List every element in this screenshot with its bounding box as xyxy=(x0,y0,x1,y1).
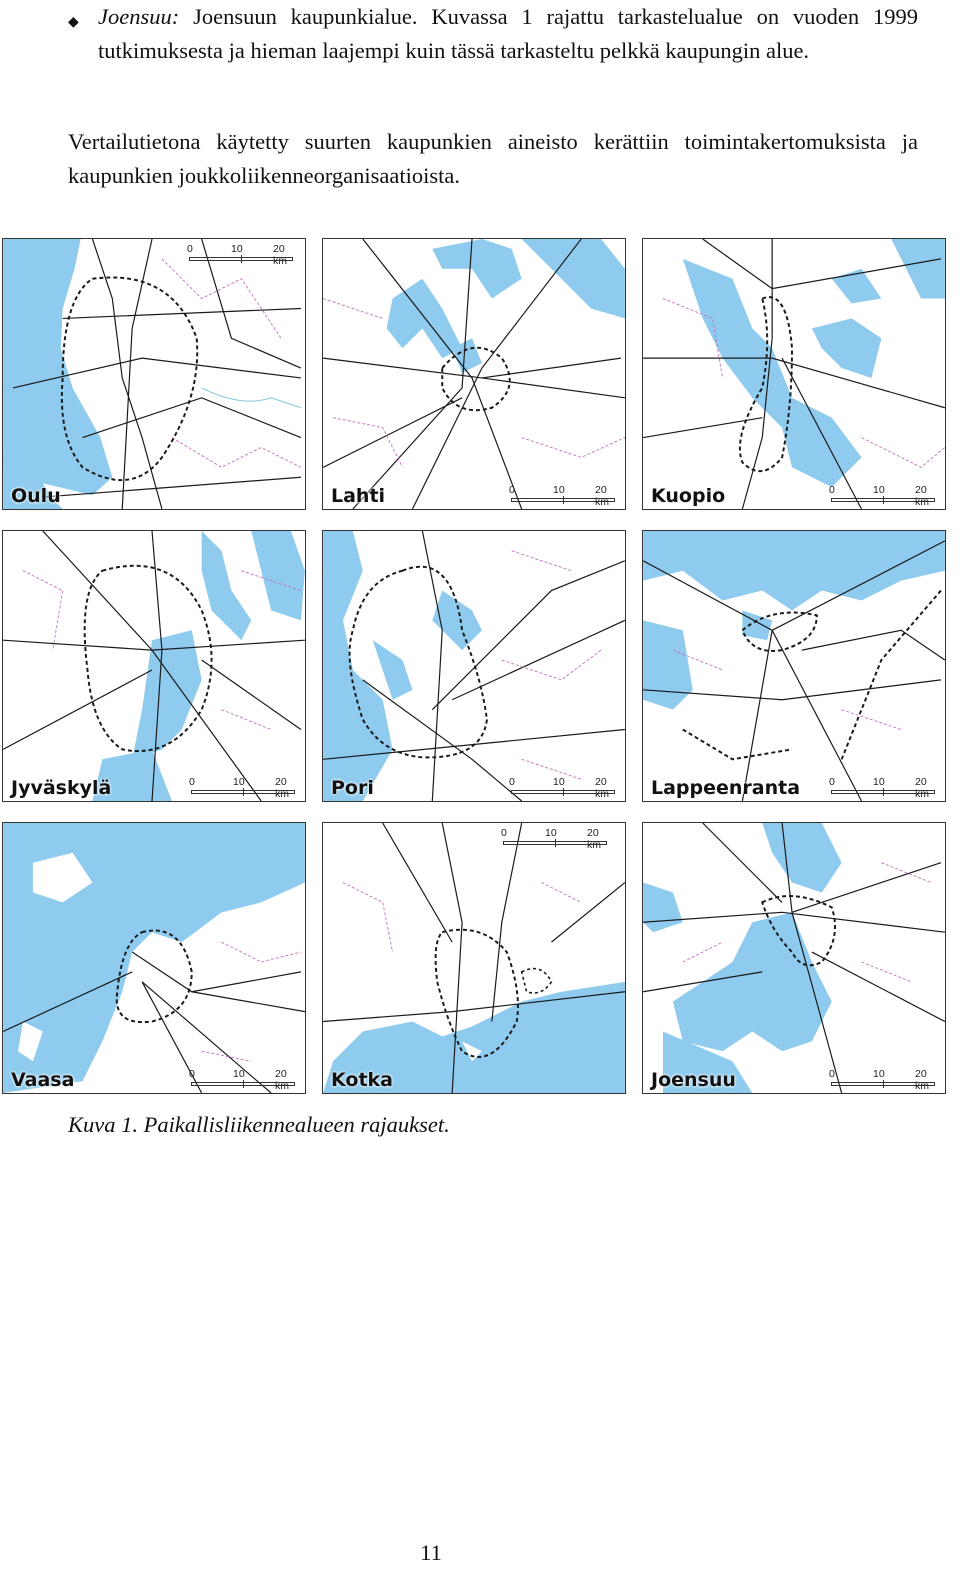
map-jyvaskyla xyxy=(2,530,306,802)
scale-label: 10 xyxy=(553,484,565,496)
map-jyvaskyla-scale xyxy=(189,776,301,798)
scale-bar xyxy=(503,841,607,845)
map-grid xyxy=(2,238,948,1098)
map-lappeenranta-label: Lappeenranta xyxy=(651,777,801,799)
figure-caption: Kuva 1. Paikallisliikennealueen rajaukset. xyxy=(68,1112,450,1137)
map-lahti-scale xyxy=(509,484,621,506)
map-vaasa xyxy=(2,822,306,1094)
map-kotka xyxy=(322,822,626,1094)
scale-label: 20 km xyxy=(595,484,609,508)
scale-label: 0 xyxy=(187,243,193,255)
map-kotka-label: Kotka xyxy=(331,1069,393,1091)
bullet-description: Joensuun kaupunkialue. Kuvassa 1 rajattu tarkastelualue on vuoden 1999 tutkimuksesta ja hieman laajempi kuin tässä tarkasteltu pelkkä kaupungin alue. xyxy=(98,4,918,63)
map-oulu-scale xyxy=(187,243,299,265)
map-joensuu-graphic xyxy=(643,823,945,1093)
map-pori-graphic xyxy=(323,531,625,801)
map-lappeenranta xyxy=(642,530,946,802)
bullet-diamond-icon: ◆ xyxy=(68,15,79,30)
map-pori-label: Pori xyxy=(331,777,374,799)
scale-label: 10 xyxy=(233,776,245,788)
map-lahti xyxy=(322,238,626,510)
scale-label: 20 km xyxy=(915,484,929,508)
scale-label: 0 xyxy=(829,776,835,788)
scale-label: 10 xyxy=(231,243,243,255)
map-pori xyxy=(322,530,626,802)
scale-label: 20 km xyxy=(587,827,601,851)
scale-label: 20 km xyxy=(275,1068,289,1092)
scale-label: 10 xyxy=(233,1068,245,1080)
map-kotka-graphic xyxy=(323,823,625,1093)
scale-label: 20 km xyxy=(915,776,929,800)
scale-label: 20 km xyxy=(595,776,609,800)
map-vaasa-label: Vaasa xyxy=(11,1069,75,1091)
map-lahti-label: Lahti xyxy=(331,485,386,507)
scale-bar xyxy=(831,498,935,502)
scale-label: 20 km xyxy=(273,243,287,267)
scale-label: 10 xyxy=(545,827,557,839)
map-vaasa-scale xyxy=(189,1068,301,1090)
map-lappeenranta-scale xyxy=(829,776,941,798)
map-kuopio-label: Kuopio xyxy=(651,485,726,507)
map-oulu-graphic xyxy=(3,239,305,509)
map-oulu xyxy=(2,238,306,510)
bullet-term: Joensuu: xyxy=(98,4,180,29)
scale-label: 0 xyxy=(501,827,507,839)
map-kotka-scale xyxy=(501,827,613,849)
map-jyvaskyla-label: Jyväskylä xyxy=(11,777,112,799)
scale-bar xyxy=(511,498,615,502)
map-kuopio-graphic xyxy=(643,239,945,509)
scale-label: 0 xyxy=(829,484,835,496)
scale-bar xyxy=(511,790,615,794)
scale-label: 0 xyxy=(509,776,515,788)
map-joensuu-label: Joensuu xyxy=(651,1069,736,1091)
scale-bar xyxy=(189,257,293,261)
map-jyvaskyla-graphic xyxy=(3,531,305,801)
map-oulu-label: Oulu xyxy=(11,485,61,507)
map-joensuu-scale xyxy=(829,1068,941,1090)
map-kuopio xyxy=(642,238,946,510)
scale-label: 10 xyxy=(873,484,885,496)
scale-bar xyxy=(831,790,935,794)
scale-bar xyxy=(191,790,295,794)
page-number: 11 xyxy=(420,1540,442,1565)
scale-label: 10 xyxy=(873,1068,885,1080)
scale-bar xyxy=(191,1082,295,1086)
scale-label: 20 km xyxy=(275,776,289,800)
map-joensuu xyxy=(642,822,946,1094)
map-lappeenranta-graphic xyxy=(643,531,945,801)
scale-label: 0 xyxy=(829,1068,835,1080)
scale-label: 0 xyxy=(189,776,195,788)
map-lahti-graphic xyxy=(323,239,625,509)
scale-label: 0 xyxy=(189,1068,195,1080)
scale-label: 0 xyxy=(509,484,515,496)
scale-label: 10 xyxy=(873,776,885,788)
scale-label: 20 km xyxy=(915,1068,929,1092)
body-paragraph: Vertailutietona käytetty suurten kaupunkien aineisto kerättiin toimintakertomuksista ja kaupunkien joukkoliikenneorganisaatioista. xyxy=(68,129,918,188)
scale-bar xyxy=(831,1082,935,1086)
bullet-text xyxy=(68,0,918,68)
map-kuopio-scale xyxy=(829,484,941,506)
map-pori-scale xyxy=(509,776,621,798)
bullet-item xyxy=(68,0,918,68)
scale-label: 10 xyxy=(553,776,565,788)
map-vaasa-graphic xyxy=(3,823,305,1093)
